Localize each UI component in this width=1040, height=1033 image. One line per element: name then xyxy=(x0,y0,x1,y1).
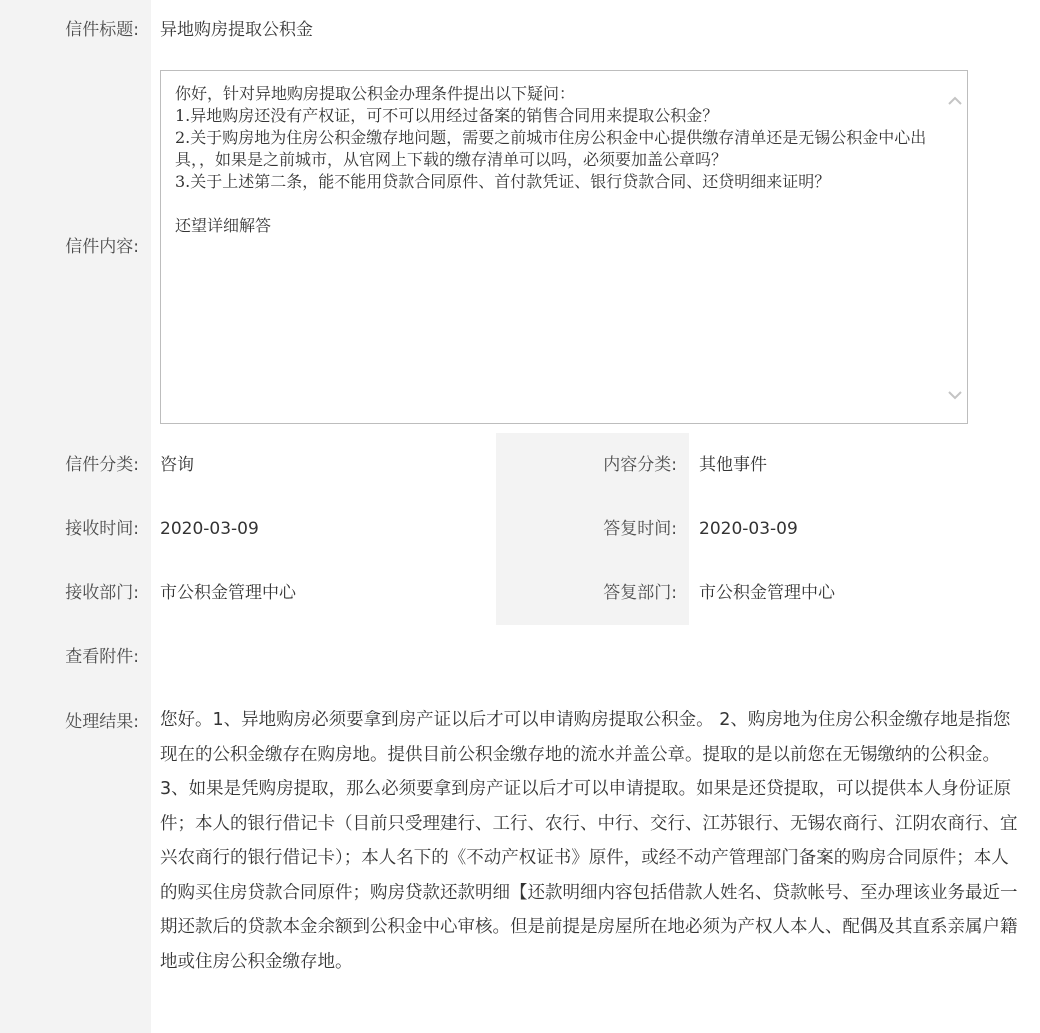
content-text: 你好，针对异地购房提取公积金办理条件提出以下疑问： 1.异地购房还没有产权证，可不可以用经过备案的销售合同用来提取公积金？ 2.关于购房地为住房公积金缴存地问题，需要之前城市住房公积金中心提供缴存清单还是无锡公积金中心出具，，如果是之前城市，从官网上下载的缴存清单可以吗，必须要加盖公章吗？ 3.关于上述第二条，能不能用贷款合同原件、首付款凭证、银行贷款合同、还贷明细来证明？ 还望详细解答 xyxy=(175,84,927,235)
content-category-label: 内容分类: xyxy=(496,433,689,497)
category-value: 咨询 xyxy=(151,433,496,497)
received-time-label: 接收时间: xyxy=(0,497,151,561)
received-dept-value: 市公积金管理中心 xyxy=(151,561,496,625)
reply-dept-value: 市公积金管理中心 xyxy=(689,561,1040,625)
title-value: 异地购房提取公积金 xyxy=(151,0,1040,60)
reply-dept-label: 答复部门: xyxy=(496,561,689,625)
time-row xyxy=(0,497,1040,561)
department-row xyxy=(0,561,1040,625)
result-label: 处理结果: xyxy=(0,689,151,1033)
chevron-up-icon[interactable] xyxy=(947,93,963,109)
content-category-value: 其他事件 xyxy=(689,433,1040,497)
result-row xyxy=(0,689,1040,1033)
content-label: 信件内容: xyxy=(0,60,151,433)
chevron-down-icon[interactable] xyxy=(947,387,963,403)
attachment-row xyxy=(0,625,1040,689)
attachment-value xyxy=(151,625,1040,689)
category-label: 信件分类: xyxy=(0,433,151,497)
title-row xyxy=(0,0,1040,60)
result-value: 您好。1、异地购房必须要拿到房产证以后才可以申请购房提取公积金。 2、购房地为住房公积金缴存地是指您现在的公积金缴存在购房地。提供目前公积金缴存地的流水并盖公章。提取的是以前您在无锡缴纳的公积金。 3、如果是凭购房提取，那么必须要拿到房产证以后才可以申请提取。如果是还贷提取，可以提供本人身份证原件；本人的银行借记卡（目前只受理建行、工行、农行、中行、交行、江苏银行、无锡农商行、江阴农商行、宜兴农商行的银行借记卡）；本人名下的《不动产权证书》原件，或经不动产管理部门备案的购房合同原件；本人的购买住房贷款合同原件；购房贷款还款明细【还款明细内容包括借款人姓名、贷款帐号、至办理该业务最近一期还款后的贷款本金余额到公积金中心审核。但是前提是房屋所在地必须为产权人本人、配偶及其直系亲属户籍地或住房公积金缴存地。 xyxy=(151,689,1040,1033)
received-time-value: 2020-03-09 xyxy=(151,497,496,561)
title-label: 信件标题: xyxy=(0,0,151,60)
reply-time-label: 答复时间: xyxy=(496,497,689,561)
received-dept-label: 接收部门: xyxy=(0,561,151,625)
category-row xyxy=(0,433,1040,497)
reply-time-value: 2020-03-09 xyxy=(689,497,1040,561)
content-scrollbar[interactable] xyxy=(943,71,967,423)
attachment-label: 查看附件: xyxy=(0,625,151,689)
content-textarea[interactable] xyxy=(160,70,968,424)
